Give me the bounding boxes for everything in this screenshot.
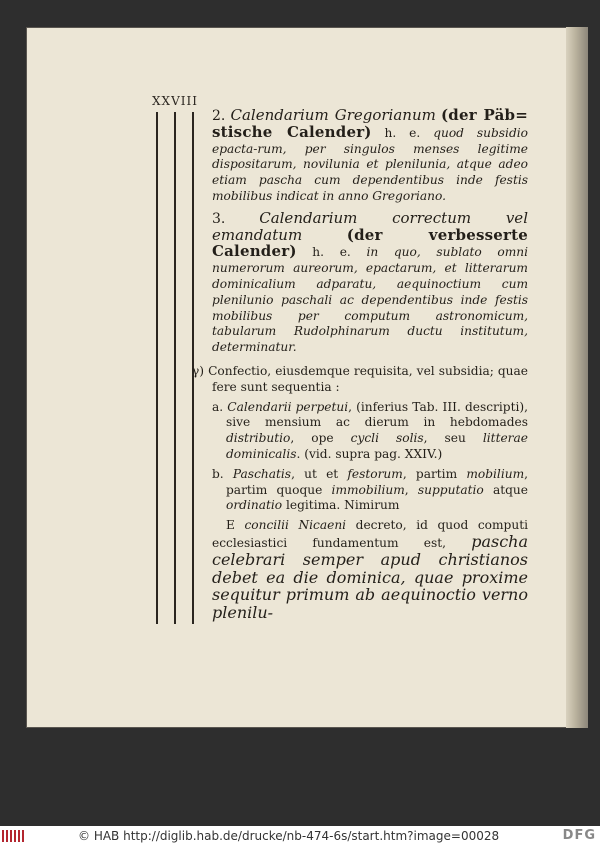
margin-rule [174,112,176,624]
item-a: a. Calendarii perpetui, (inferius Tab. III. descripti), sive mensium ac dierum in hebdomades distributio, ope cycli solis, seu litterae dominicalis. (vid. supra pag. XXIV.) [212,399,528,461]
viewer-footer [0,826,600,846]
book-spine [566,27,588,728]
page-number: XXVIII [152,94,198,108]
section-gamma: γ) Confectio, eiusdemque requisita, vel subsidia; quae fere sunt sequentia : [192,363,529,394]
closing-paragraph: E concilii Nicaeni decreto, id quod computi ecclesiastici fundamentum est, pascha celebrari semper apud christianos debet ea die dominica, quae proxime sequitur primum ab aequinoctio verno plenilu- [212,518,529,623]
page-text [192,106,529,629]
dfg-logo: DFG [562,828,596,843]
item-2: 2. Calendarium Gregorianum (der Päb= stische Calender) h. e. quod subsidio epacta-rum, per singulos menses legitime dispositarum, novilunia et plenilunia, atque adeo etiam pascha cum dependentibus inde festis mobilibus indicat in anno Gregoriano. [212,106,528,203]
margin-rule [156,112,158,624]
copyright-link[interactable]: © HAB http://diglib.hab.de/drucke/nb-474-6s/start.htm?image=00028 [78,829,500,843]
item-b: b. Paschatis, ut et festorum, partim mobilium, partim quoque immobilium, supputatio atque ordinatio legitima. Nimirum [212,466,529,513]
hab-logo-icon [2,830,26,842]
item-3: 3. Calendarium correctum vel emandatum (der verbesserte Calender) h. e. in quo, sublato omni numerorum aureorum, epactarum, et litterarum dominicalium adparatu, aequinoctium cum plenilunio paschali ac dependentibus inde festis mobilibus per computum astronomicum, tabularum Rudolphinarum ductu institutum, determinatur. [212,208,528,355]
